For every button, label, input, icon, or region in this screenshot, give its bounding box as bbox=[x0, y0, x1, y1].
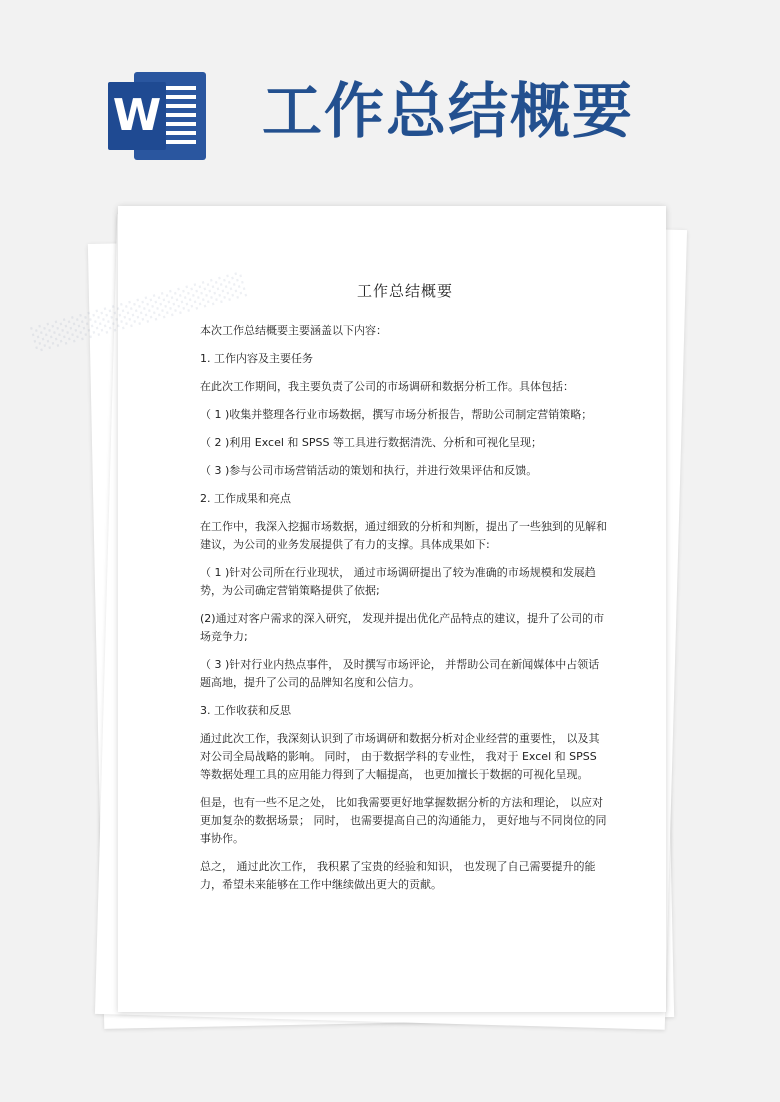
list-item: （ 2 )利用 Excel 和 SPSS 等工具进行数据清洗、分析和可视化呈现； bbox=[200, 436, 542, 449]
paragraph: 在工作中，我深入挖掘市场数据，通过细致的分析和判断，提出了一些独到的见解和建议，为公司的业务发展提供了有力的支撑。具体成果如下: bbox=[200, 520, 607, 551]
paragraph: 但是，也有一些不足之处， 比如我需要更好地掌握数据分析的方法和理论， 以应对更加复杂的数据场景； 同时， 也需要提高自己的沟通能力， 更好地与不同岗位的同事协作。 bbox=[200, 796, 607, 845]
document-title: 工作总结概要 bbox=[356, 282, 453, 300]
section-heading-2: 2. 工作成果和亮点 bbox=[200, 492, 291, 505]
word-icon-lines bbox=[162, 86, 196, 149]
list-item: （ 1 )收集并整理各行业市场数据，撰写市场分析报告，帮助公司制定营销策略； bbox=[200, 408, 593, 421]
banner-title: 工作总结概要 bbox=[262, 77, 634, 147]
intro-paragraph: 本次工作总结概要主要涵盖以下内容： bbox=[200, 324, 387, 337]
section-heading-3: 3. 工作收获和反思 bbox=[200, 704, 291, 717]
list-item: (2)通过对客户需求的深入研究， 发现并提出优化产品特点的建议，提升了公司的市场竞争力; bbox=[200, 612, 605, 643]
paragraph: 总之， 通过此次工作， 我积累了宝贵的经验和知识， 也发现了自己需要提升的能力，希望未来能够在工作中继续做出更大的贡献。 bbox=[200, 860, 596, 891]
word-document-icon bbox=[108, 72, 208, 160]
section-heading-1: 1. 工作内容及主要任务 bbox=[200, 352, 313, 365]
word-icon-letter: W bbox=[108, 82, 166, 150]
paragraph: 在此次工作期间，我主要负责了公司的市场调研和数据分析工作。具体包括： bbox=[200, 380, 574, 393]
paragraph: 通过此次工作，我深刻认识到了市场调研和数据分析对企业经营的重要性， 以及其对公司全局战略的影响。 同时， 由于数据学科的专业性， 我对于 Excel 和 SPSS 等数据处理工具的应用能力得到了大幅提高， 也更加擅长于数据的可视化呈现。 bbox=[200, 732, 600, 781]
list-item: （ 3 )参与公司市场营销活动的策划和执行，并进行效果评估和反馈。 bbox=[200, 464, 538, 477]
document-body bbox=[200, 282, 610, 904]
list-item: （ 1 )针对公司所在行业现状， 通过市场调研提出了较为准确的市场规模和发展趋势，为公司确定营销策略提供了依据; bbox=[200, 566, 596, 597]
list-item: （ 3 )针对行业内热点事件， 及时撰写市场评论， 并帮助公司在新闻媒体中占领话题高地，提升了公司的品牌知名度和公信力。 bbox=[200, 658, 600, 689]
header-banner bbox=[0, 0, 780, 200]
